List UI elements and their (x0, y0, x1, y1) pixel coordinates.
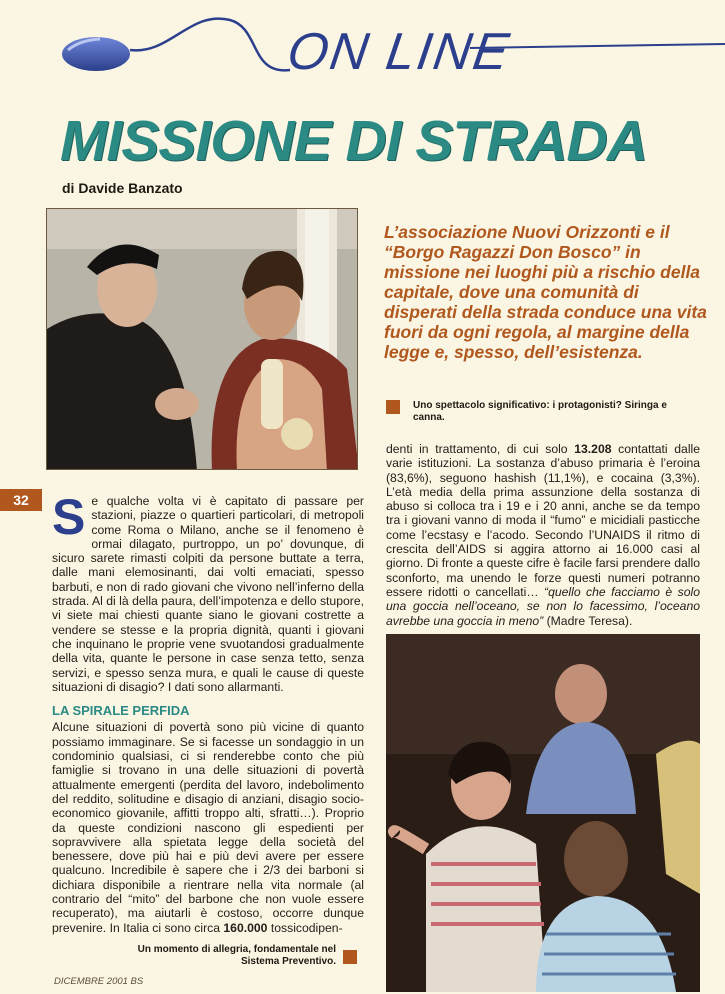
photo-caption-2: Un momento di allegria, fondamentale nel Sistema Preventivo. (137, 944, 336, 967)
article-paragraph-1: e qualche volta vi è capitato di passare per stazioni, piazze o quartieri particolari, di metropoli come Roma o Milano, anche se il fenomeno è ormai dilagato, purtroppo, un po’ dovunque, di sicuro sarete rimasti colpiti da persone buttate a terra, dalle mani elemosinanti, dai volti emaciati, spesso barbuti, e non di rado giovani che vivono nell’inferno della strada. Al di là della paura, dell’impotenza e dello stupore, vi siete mai chiesti quante siano le giovani costrette a vendere se stesse e la propria dignità, quanti i giovani che inquinano le proprie vene svuotandosi gradualmente della vita, quante le persone in case senza tetto, senza servizi, e spesso senza mura, e quali le cause di queste situazioni di disagio? I dati sono allarmanti. (52, 494, 364, 694)
section-subhead: LA SPIRALE PERFIDA (52, 703, 190, 719)
article-column-2 (386, 442, 700, 628)
photo-two-men (46, 208, 358, 470)
article-title: MISSIONE DI STRADA (60, 109, 647, 173)
intro-paragraph: L’associazione Nuovi Orizzonti e il “Borgo Ragazzi Don Bosco” in missione nei luoghi più a rischio della capitale, dove una comunità di disperati della strada conduce una vita fuori da ogni regola, al margine della legge e, spesso, dell’esistenza. (384, 222, 707, 362)
column-2-start: denti in trattamento, di cui solo (386, 442, 575, 456)
stat-number-1: 160.000 (223, 920, 268, 935)
article-paragraph-2: Alcune situazioni di povertà sono più vicine di quanto possiamo immaginare. Se si facesse un sondaggio in un condominio qualsiasi, ci si renderebbe conto che più famiglie si trovano in una delle situazioni di povertà attualmente emergenti (perdita del lavoro, indebolimento del reddito, solitudine e disagio di anziani, disagio socio-economico giovanile, affitti troppo alti, sfratti…). Proprio da queste condizioni nascono gli espedienti per sopravvivere alla spietata legge della società del benessere, dove più hai e più devi avere per essere qualcuno. Incredibile è sapere che i 2/3 dei barboni si dichiara disponibile a rientrare nella vita normale (al contrario del “mito” del barbone che non vuole essere recuperato), ma aiutarli è costoso, occorre dunque prevenire. In Italia ci sono circa (52, 720, 364, 935)
computer-mouse-icon (60, 30, 136, 74)
page-footer: DICEMBRE 2001 BS (54, 976, 144, 987)
section-title: ON LINE (283, 23, 515, 81)
drop-cap: S (52, 489, 86, 545)
caption-marker (386, 400, 400, 414)
photo-caption-1: Uno spettacolo significativo: i protagonisti? Siringa e canna. (413, 400, 667, 423)
stat-number-2: 13.208 (574, 442, 612, 456)
article-paragraph-2-end: tossicodipen- (267, 920, 343, 935)
photo-dancing-group (386, 634, 700, 992)
quote: “quello che facciamo è solo una goccia nell’oceano, se non lo facessimo, l’oceano avrebbe una goccia in meno” (386, 584, 700, 628)
byline: di Davide Banzato (62, 180, 183, 196)
caption-marker-2 (343, 950, 357, 964)
page-number: 32 (0, 489, 42, 511)
column-2-text: contattati dalle varie istituzioni. La sostanza d’abuso primaria è l’eroina (83,6%), seguono hashish (11,1%), e cocaina (3,3%). L’età media della prima assunzione della sostanza di abuso si colloca tra i 19 e i 20 anni, anche se da tempo tra i giovani vanno di moda il “fumo” e micidiali pasticche come l’ecstasy e l’acodo. Secondo l’UNAIDS il ritmo di crescita dell’AIDS si aggira attorno ai 16.000 casi al giorno. Di fronte a queste cifre è facile farsi prendere dallo sconforto, ma unendo le forze questi numeri potranno essere ridotti o cancellati… (386, 442, 701, 599)
quote-author: (Madre Teresa). (543, 613, 633, 628)
article-column-1 (52, 489, 364, 935)
